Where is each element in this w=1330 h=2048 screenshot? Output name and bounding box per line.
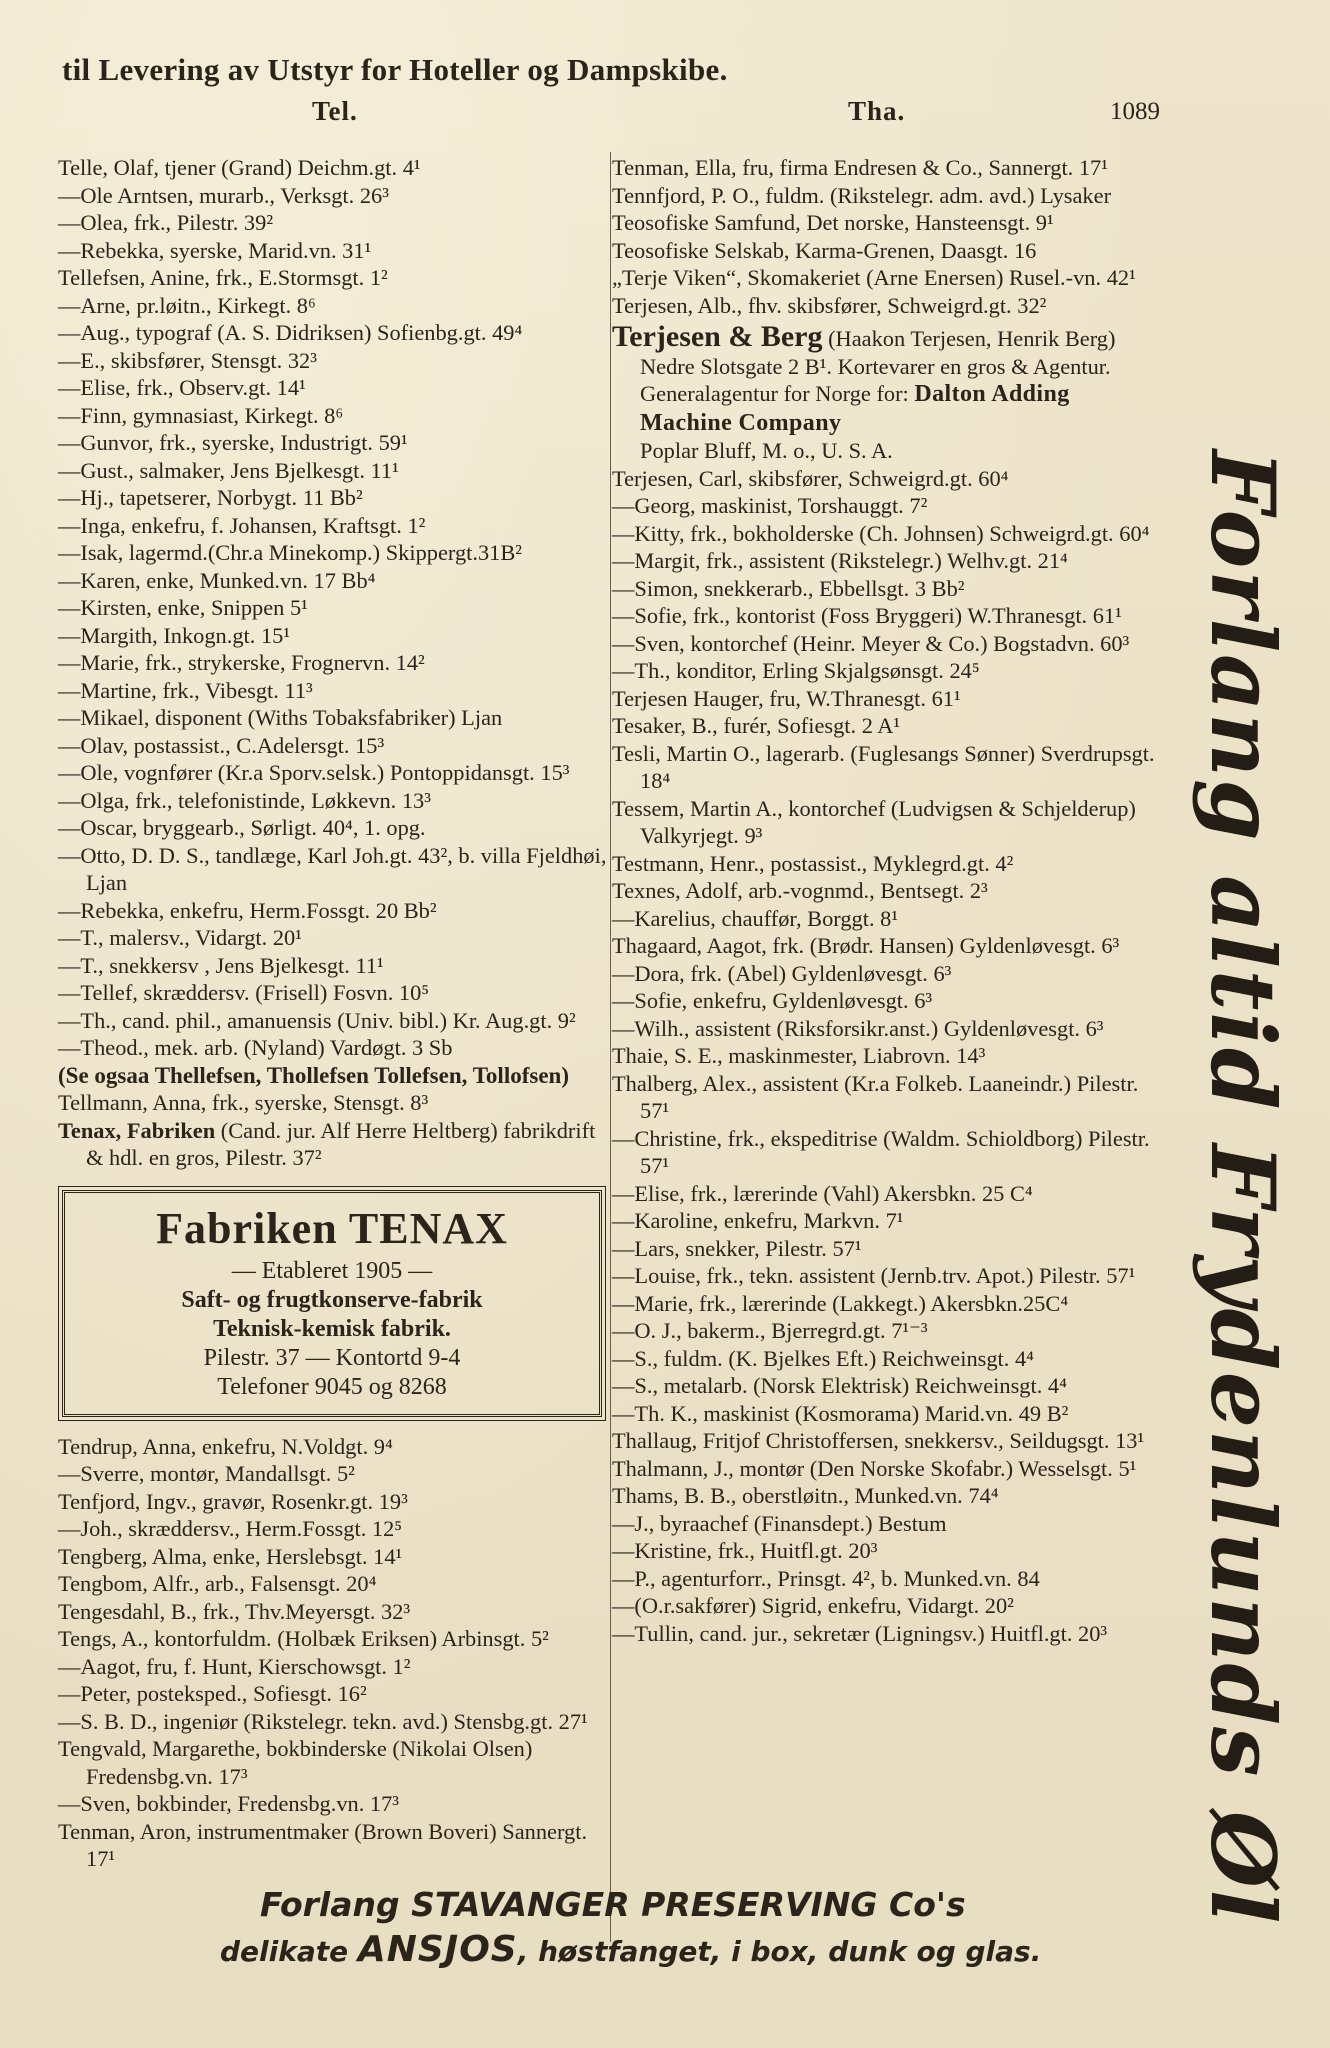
directory-entry: —Sven, bokbinder, Fredensbg.vn. 17³ <box>58 1791 400 1816</box>
directory-entry: —Joh., skræddersv., Herm.Fossgt. 12⁵ <box>58 1516 403 1541</box>
directory-entry: —T., malersv., Vidargt. 20¹ <box>58 925 302 950</box>
bottom-ad-delikate: delikate <box>220 1935 358 1968</box>
directory-entry: —Sverre, montør, Mandallsgt. 5² <box>58 1461 355 1486</box>
directory-entry: Thams, B. B., oberstløitn., Munked.vn. 74⁴ <box>612 1483 999 1508</box>
directory-entry: —Marie, frk., strykerske, Frognervn. 14² <box>58 650 425 675</box>
column-head-left: Tel. <box>312 96 358 126</box>
directory-entry: —Margith, Inkogn.gt. 15¹ <box>58 622 291 648</box>
directory-entry: „Terje Viken“, Skomakeriet (Arne Enersen) Rusel.-vn. 42¹ <box>612 265 1136 290</box>
ad-title: Fabriken TENAX <box>156 1203 508 1253</box>
directory-entry: —Simon, snekkerarb., Ebbellsgt. 3 Bb² <box>612 575 965 601</box>
directory-entry: —Olga, frk., telefonistinde, Løkkevn. 13³ <box>58 787 431 813</box>
terjesen-berg-details: (Haakon Terjesen, Henrik Berg) Nedre Slotsgate 2 B¹. Kortevarer en gros & Agentur. Generalagentur for Norge for: <box>640 326 1116 406</box>
directory-entry: Teosofiske Samfund, Det norske, Hansteensgt. 9¹ <box>612 210 1054 235</box>
bottom-advertisement <box>190 1882 1090 1974</box>
directory-entry: —Rebekka, syerske, Marid.vn. 31¹ <box>58 237 372 263</box>
right-entry-list <box>612 154 1164 319</box>
directory-entry: Thallaug, Fritjof Christoffersen, snekkersv., Seildugsgt. 13¹ <box>612 1428 1145 1453</box>
right-column <box>612 154 1164 1647</box>
directory-entry: —S., metalarb. (Norsk Elektrisk) Reichweinsgt. 4⁴ <box>612 1373 1067 1398</box>
directory-entry: —Kirsten, enke, Snippen 5¹ <box>58 595 308 620</box>
left-column <box>58 154 610 1873</box>
tenax-entry <box>58 1117 610 1172</box>
directory-entry: —Olea, frk., Pilestr. 39² <box>58 210 274 235</box>
ad-line-1: Saft- og frugtkonserve-fabrik <box>181 1286 483 1313</box>
tenax-advertisement <box>62 1190 602 1417</box>
directory-entry: —S., fuldm. (K. Bjelkes Eft.) Reichweinsgt. 4⁴ <box>612 1345 1034 1371</box>
left-entry-list-2 <box>58 1089 610 1117</box>
directory-entry: —O. J., bakerm., Bjerregrd.gt. 7¹⁻³ <box>612 1318 928 1343</box>
directory-entry: —Sofie, frk., kontorist (Foss Bryggeri) W.Thranesgt. 61¹ <box>612 603 1122 628</box>
directory-entry: Teosofiske Selskab, Karma-Grenen, Daasgt. 16 <box>612 237 1037 263</box>
directory-entry: —Kitty, frk., bokholderske (Ch. Johnsen) Schweigrd.gt. 60⁴ <box>612 520 1150 546</box>
directory-entry: —Rebekka, enkefru, Herm.Fossgt. 20 Bb² <box>58 897 437 923</box>
directory-entry: Tengbom, Alfr., arb., Falsensgt. 20⁴ <box>58 1571 377 1596</box>
directory-entry: Tenman, Ella, fru, firma Endresen & Co., Sannergt. 17¹ <box>612 155 1108 180</box>
terjesen-berg-entry <box>612 320 1164 465</box>
directory-entry: —Oscar, bryggearb., Sørligt. 40⁴, 1. opg. <box>58 815 426 840</box>
directory-entry: Terjesen Hauger, fru, W.Thranesgt. 61¹ <box>612 685 961 711</box>
page-number: 1089 <box>1110 98 1160 125</box>
directory-entry: —Martine, frk., Vibesgt. 11³ <box>58 677 313 703</box>
directory-entry: —Aagot, fru, f. Hunt, Kierschowsgt. 1² <box>58 1653 411 1679</box>
directory-entry: —(O.r.sakfører) Sigrid, enkefru, Vidargt. 20² <box>612 1593 1014 1618</box>
directory-entry: —Karelius, chauffør, Borggt. 8¹ <box>612 905 899 931</box>
directory-entry: —Mikael, disponent (Withs Tobaksfabriker) Ljan <box>58 705 503 730</box>
directory-entry: —Elise, frk., lærerinde (Vahl) Akersbkn. 25 C⁴ <box>612 1180 1033 1206</box>
bottom-ad-company: STAVANGER PRESERVING Co's <box>411 1885 966 1924</box>
left-entry-list <box>58 154 610 1062</box>
directory-entry: Tengvald, Margarethe, bokbinderske (Nikolai Olsen) Fredensbg.vn. 17³ <box>58 1736 533 1789</box>
column-divider <box>610 152 611 1942</box>
directory-entry: —Ole, vognfører (Kr.a Sporv.selsk.) Pontoppidansgt. 15³ <box>58 760 570 785</box>
left-entry-list-3 <box>58 1433 610 1873</box>
directory-entry: —Arne, pr.løitn., Kirkegt. 8⁶ <box>58 292 316 318</box>
right-entry-list-2 <box>612 465 1164 1648</box>
directory-entry: —Ole Arntsen, murarb., Verksgt. 26³ <box>58 182 389 208</box>
bottom-ad-product: ANSJOS <box>357 1929 518 1970</box>
ad-established: — Etableret 1905 — <box>231 1257 433 1284</box>
directory-entry: Tengesdahl, B., frk., Thv.Meyersgt. 32³ <box>58 1598 411 1624</box>
directory-entry: —Karoline, enkefru, Markvn. 7¹ <box>612 1208 904 1233</box>
directory-entry: Tessem, Martin A., kontorchef (Ludvigsen & Schjelderup) Valkyrjegt. 9³ <box>612 795 1136 848</box>
directory-entry: Tengs, A., kontorfuldm. (Holbæk Eriksen) Arbinsgt. 5² <box>58 1626 549 1651</box>
directory-entry: —Isak, lagermd.(Chr.a Minekomp.) Skippergt.31B² <box>58 540 523 565</box>
directory-entry: Tesaker, B., furér, Sofiesgt. 2 A¹ <box>612 713 901 738</box>
bottom-ad-line-1 <box>190 1882 1090 1928</box>
directory-entry: Tellefsen, Anine, frk., E.Stormsgt. 1² <box>58 265 388 290</box>
directory-entry: —Th., konditor, Erling Skjalgsønsgt. 24⁵ <box>612 658 980 683</box>
directory-entry: —Elise, frk., Observ.gt. 14¹ <box>58 375 306 400</box>
ad-line-4: Telefoner 9045 og 8268 <box>217 1373 447 1400</box>
directory-entry: Tennfjord, P. O., fuldm. (Rikstelegr. adm. avd.) Lysaker <box>612 182 1112 208</box>
directory-entry: —T., snekkersv , Jens Bjelkesgt. 11¹ <box>58 952 384 978</box>
page-header-title: til Levering av Utstyr for Hoteller og Dampskibe. <box>62 52 728 87</box>
directory-entry: —Karen, enke, Munked.vn. 17 Bb⁴ <box>58 567 376 593</box>
directory-entry: —Aug., typograf (A. S. Didriksen) Sofienbg.gt. 49⁴ <box>58 320 523 345</box>
tenax-name: Tenax, Fabriken <box>58 1117 216 1143</box>
directory-entry: Terjesen, Alb., fhv. skibsfører, Schweigrd.gt. 32² <box>612 292 1047 318</box>
directory-entry: —Lars, snekker, Pilestr. 57¹ <box>612 1235 862 1261</box>
ad-line-2: Teknisk-kemisk fabrik. <box>213 1315 451 1342</box>
directory-entry: —J., byraachef (Finansdept.) Bestum <box>612 1510 947 1536</box>
terjesen-berg-company: Dalton Adding Machine Company <box>640 381 1070 436</box>
directory-entry: —Tullin, cand. jur., sekretær (Ligningsv.) Huitfl.gt. 20³ <box>612 1620 1108 1646</box>
directory-entry: —Otto, D. D. S., tandlæge, Karl Joh.gt. 43², b. villa Fjeldhøi, Ljan <box>58 842 607 895</box>
directory-entry: Tesli, Martin O., lagerarb. (Fuglesangs Sønner) Sverdrupsgt. 18⁴ <box>612 740 1155 793</box>
bottom-ad-packaging: , høstfanget, i box, dunk og glas. <box>517 1935 1042 1968</box>
directory-entry: —Gunvor, frk., syerske, Industrigt. 59¹ <box>58 430 408 455</box>
terjesen-berg-location: Poplar Bluff, M. o., U. S. A. <box>640 438 893 463</box>
bottom-ad-forlang: Forlang <box>260 1885 412 1924</box>
directory-entry: —Sven, kontorchef (Heinr. Meyer & Co.) Bogstadvn. 60³ <box>612 630 1130 656</box>
directory-entry: —Kristine, frk., Huitfl.gt. 20³ <box>612 1538 878 1563</box>
see-also-note: (Se ogsaa Thellefsen, Thollefsen Tollefsen, Tollofsen) <box>58 1062 569 1088</box>
directory-entry: Tenman, Aron, instrumentmaker (Brown Boveri) Sannergt. 17¹ <box>58 1818 588 1871</box>
directory-entry: Tellmann, Anna, frk., syerske, Stensgt. 8³ <box>58 1090 429 1115</box>
tenax-details: (Cand. jur. Alf Herre Heltberg) fabrikdrift & hdl. en gros, Pilestr. 37² <box>86 1117 596 1170</box>
directory-entry: —Tellef, skræddersv. (Frisell) Fosvn. 10⁵ <box>58 980 430 1005</box>
directory-entry: —Gust., salmaker, Jens Bjelkesgt. 11¹ <box>58 457 399 483</box>
directory-entry: Tenfjord, Ingv., gravør, Rosenkr.gt. 19³ <box>58 1488 408 1514</box>
directory-entry: —Marie, frk., lærerinde (Lakkegt.) Akersbkn.25C⁴ <box>612 1290 1069 1316</box>
directory-entry: —S. B. D., ingeniør (Rikstelegr. tekn. avd.) Stensbg.gt. 27¹ <box>58 1708 588 1734</box>
directory-entry: Thalmann, J., montør (Den Norske Skofabr.) Wesselsgt. 5¹ <box>612 1455 1137 1481</box>
directory-entry: —Olav, postassist., C.Adelersgt. 15³ <box>58 732 385 758</box>
directory-entry: —Christine, frk., ekspeditrise (Waldm. Schioldborg) Pilestr. 57¹ <box>612 1125 1150 1178</box>
directory-entry: —Peter, posteksped., Sofiesgt. 16² <box>58 1681 367 1706</box>
directory-entry: —Finn, gymnasiast, Kirkegt. 8⁶ <box>58 402 344 428</box>
directory-entry: —Dora, frk. (Abel) Gyldenløvesgt. 6³ <box>612 960 952 986</box>
directory-entry: —Sofie, enkefru, Gyldenløvesgt. 6³ <box>612 988 933 1013</box>
directory-entry: —Th. K., maskinist (Kosmorama) Marid.vn. 49 B² <box>612 1400 1069 1426</box>
directory-entry: Thagaard, Aagot, frk. (Brødr. Hansen) Gyldenløvesgt. 6³ <box>612 933 1120 958</box>
directory-entry: —E., skibsfører, Stensgt. 32³ <box>58 347 317 373</box>
directory-entry: —Louise, frk., tekn. assistent (Jernb.trv. Apot.) Pilestr. 57¹ <box>612 1263 1136 1288</box>
directory-entry: Thalberg, Alex., assistent (Kr.a Folkeb. Laaneindr.) Pilestr. 57¹ <box>612 1070 1139 1123</box>
directory-entry: —Th., cand. phil., amanuensis (Univ. bibl.) Kr. Aug.gt. 9² <box>58 1007 576 1033</box>
directory-entry: Thaie, S. E., maskinmester, Liabrovn. 14³ <box>612 1043 986 1068</box>
directory-entry: —P., agenturforr., Prinsgt. 4², b. Munked.vn. 84 <box>612 1565 1040 1591</box>
directory-entry: —Wilh., assistent (Riksforsikr.anst.) Gyldenløvesgt. 6³ <box>612 1015 1104 1041</box>
directory-entry: Texnes, Adolf, arb.-vognmd., Bentsegt. 2³ <box>612 878 988 903</box>
column-head-right: Tha. <box>848 96 906 126</box>
directory-entry: —Margit, frk., assistent (Rikstelegr.) Welhv.gt. 21⁴ <box>612 548 1068 573</box>
directory-entry: —Georg, maskinist, Torshauggt. 7² <box>612 493 928 518</box>
directory-entry: Terjesen, Carl, skibsfører, Schweigrd.gt. 60⁴ <box>612 465 1009 491</box>
directory-entry: Testmann, Henr., postassist., Myklegrd.gt. 4² <box>612 850 1014 876</box>
directory-entry: —Hj., tapetserer, Norbygt. 11 Bb² <box>58 485 363 510</box>
directory-entry: Tengberg, Alma, enke, Herslebsgt. 14¹ <box>58 1543 403 1569</box>
directory-entry: Telle, Olaf, tjener (Grand) Deichm.gt. 4¹ <box>58 155 421 180</box>
directory-entry: Tendrup, Anna, enkefru, N.Voldgt. 9⁴ <box>58 1433 393 1459</box>
directory-entry: —Theod., mek. arb. (Nyland) Vardøgt. 3 Sb <box>58 1035 453 1060</box>
directory-entry: —Inga, enkefru, f. Johansen, Kraftsgt. 1² <box>58 512 426 538</box>
terjesen-berg-name: Terjesen & Berg <box>612 320 823 353</box>
side-advertisement: Forlang altid Frydenlunds Øl <box>1191 450 1295 1926</box>
bottom-ad-line-2 <box>190 1928 1090 1974</box>
ad-line-3: Pilestr. 37 — Kontortd 9-4 <box>203 1344 461 1371</box>
